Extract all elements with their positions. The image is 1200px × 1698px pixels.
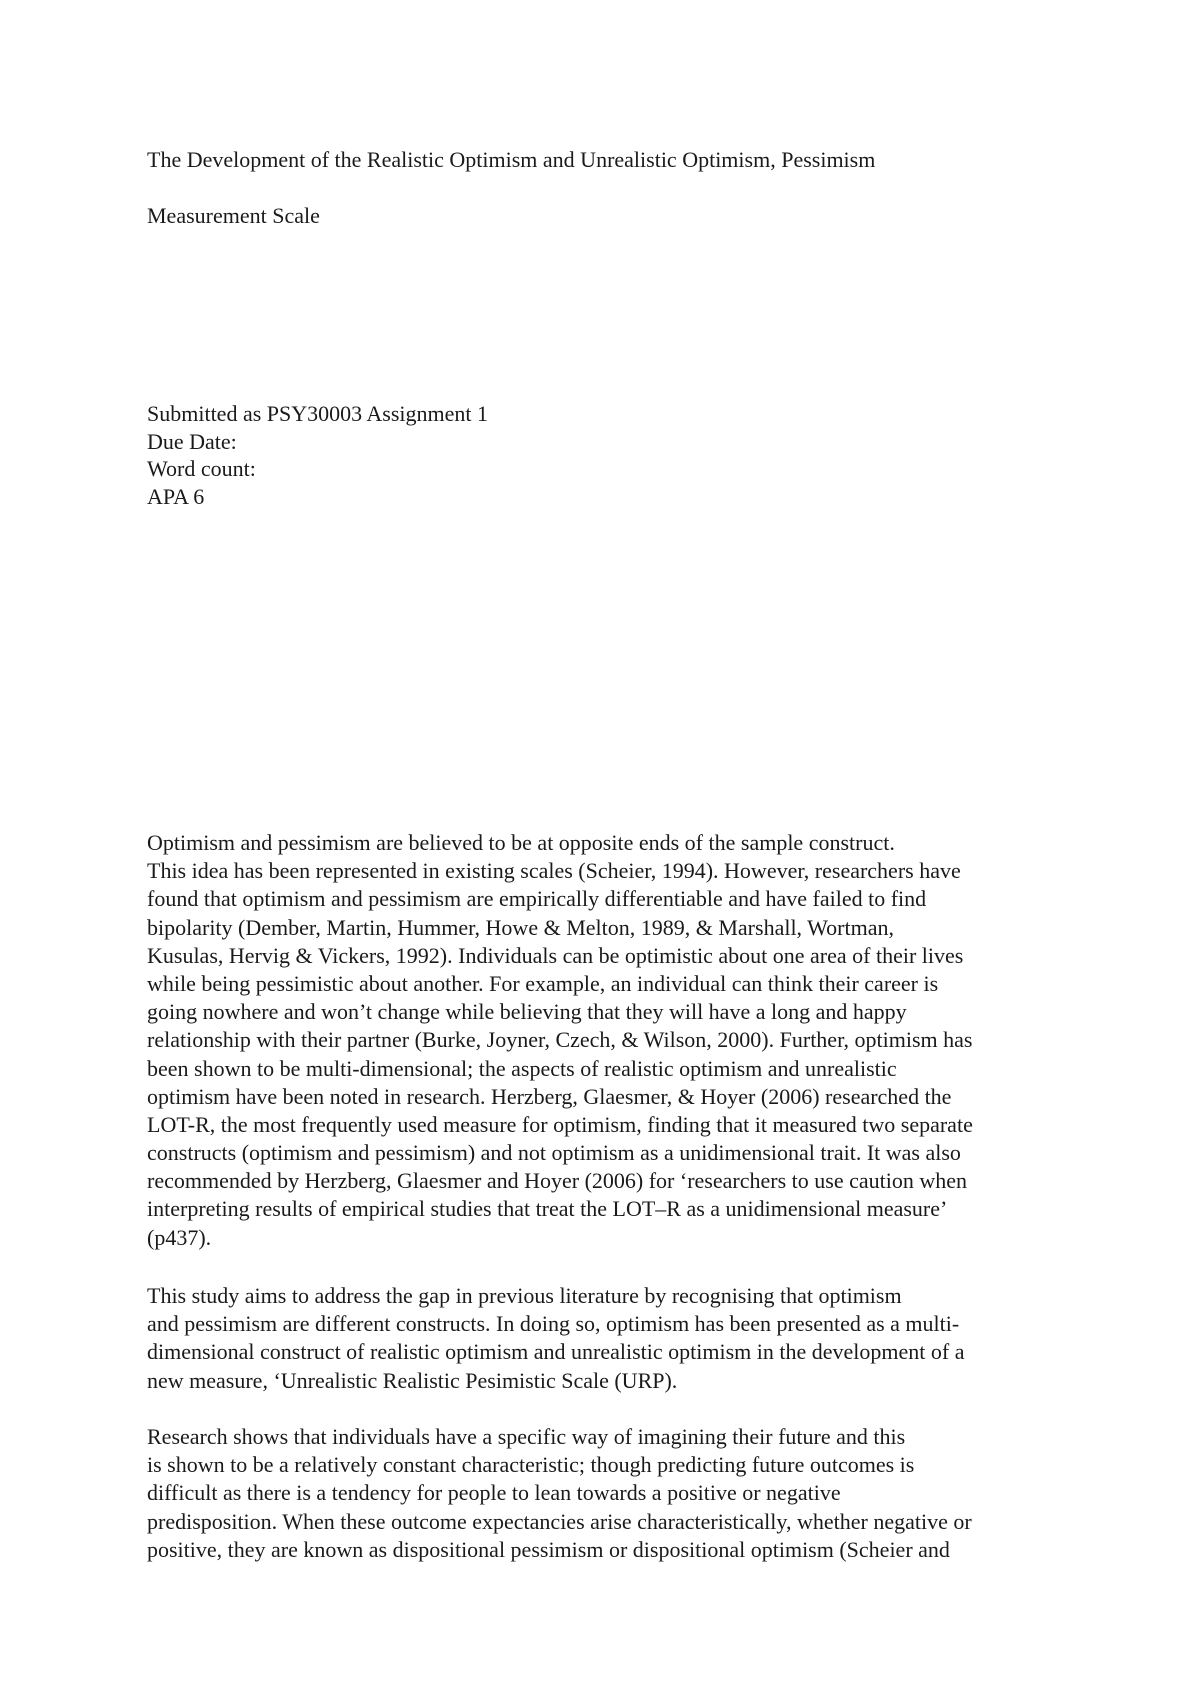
paragraph-line: (p437). bbox=[147, 1224, 212, 1250]
paragraph-line: new measure, ‘Unrealistic Realistic Pesimistic Scale (URP). bbox=[147, 1367, 678, 1393]
citation-style-line: APA 6 bbox=[147, 483, 205, 509]
paragraph-2 bbox=[147, 1282, 1077, 1395]
paragraph-1 bbox=[147, 829, 1077, 1252]
word-count-line: Word count: bbox=[147, 456, 256, 481]
paragraph-line: positive, they are known as dispositional pessimism or dispositional optimism (Scheier and bbox=[147, 1536, 950, 1562]
paragraph-line: dimensional construct of realistic optimism and unrealistic optimism in the development of a bbox=[147, 1339, 965, 1365]
paragraph-line: and pessimism are different constructs. In doing so, optimism has been presented as a multi- bbox=[147, 1311, 960, 1337]
paragraph-line: Research shows that individuals have a specific way of imagining their future and this bbox=[147, 1424, 906, 1449]
paragraph-line: found that optimism and pessimism are empirically differentiable and have failed to find bbox=[147, 886, 927, 912]
paragraph-line: This idea has been represented in existing scales (Scheier, 1994). However, researchers have bbox=[147, 858, 961, 884]
paragraph-line: going nowhere and won’t change while believing that they will have a long and happy bbox=[147, 999, 907, 1025]
submission-details bbox=[147, 400, 1077, 510]
title-text: The Development of the Realistic Optimism and Unrealistic Optimism, Pessimism bbox=[147, 147, 876, 172]
document-title-line-2 bbox=[147, 202, 1077, 230]
paragraph-line: Optimism and pessimism are believed to be at opposite ends of the sample construct. bbox=[147, 830, 895, 855]
paragraph-line: is shown to be a relatively constant characteristic; though predicting future outcomes is bbox=[147, 1452, 915, 1478]
paragraph-line: relationship with their partner (Burke, Joyner, Czech, & Wilson, 2000). Further, optimism has bbox=[147, 1027, 973, 1053]
paragraph-line: constructs (optimism and pessimism) and not optimism as a unidimensional trait. It was also bbox=[147, 1140, 961, 1166]
paragraph-line: Kusulas, Hervig & Vickers, 1992). Individuals can be optimistic about one area of their lives bbox=[147, 942, 964, 968]
submission-line: Submitted as PSY30003 Assignment 1 bbox=[147, 401, 489, 426]
paragraph-line: recommended by Herzberg, Glaesmer and Hoyer (2006) for ‘researchers to use caution when bbox=[147, 1168, 967, 1194]
title-text: Measurement Scale bbox=[147, 203, 320, 228]
paragraph-line: difficult as there is a tendency for people to lean towards a positive or negative bbox=[147, 1480, 841, 1506]
paragraph-line: This study aims to address the gap in previous literature by recognising that optimism bbox=[147, 1283, 902, 1308]
document-title-line-1 bbox=[147, 146, 1077, 174]
paragraph-line: optimism have been noted in research. Herzberg, Glaesmer, & Hoyer (2006) researched the bbox=[147, 1083, 952, 1109]
paragraph-line: been shown to be multi-dimensional; the aspects of realistic optimism and unrealistic bbox=[147, 1055, 897, 1081]
paragraph-line: predisposition. When these outcome expectancies arise characteristically, whether negative or bbox=[147, 1508, 972, 1534]
paragraph-line: bipolarity (Dember, Martin, Hummer, Howe & Melton, 1989, & Marshall, Wortman, bbox=[147, 914, 894, 940]
paragraph-line: interpreting results of empirical studies that treat the LOT–R as a unidimensional measure’ bbox=[147, 1196, 948, 1222]
paragraph-line: while being pessimistic about another. For example, an individual can think their career is bbox=[147, 970, 939, 996]
paragraph-3 bbox=[147, 1423, 1077, 1564]
paragraph-line: LOT-R, the most frequently used measure for optimism, finding that it measured two separate bbox=[147, 1111, 973, 1137]
due-date-line: Due Date: bbox=[147, 428, 237, 454]
